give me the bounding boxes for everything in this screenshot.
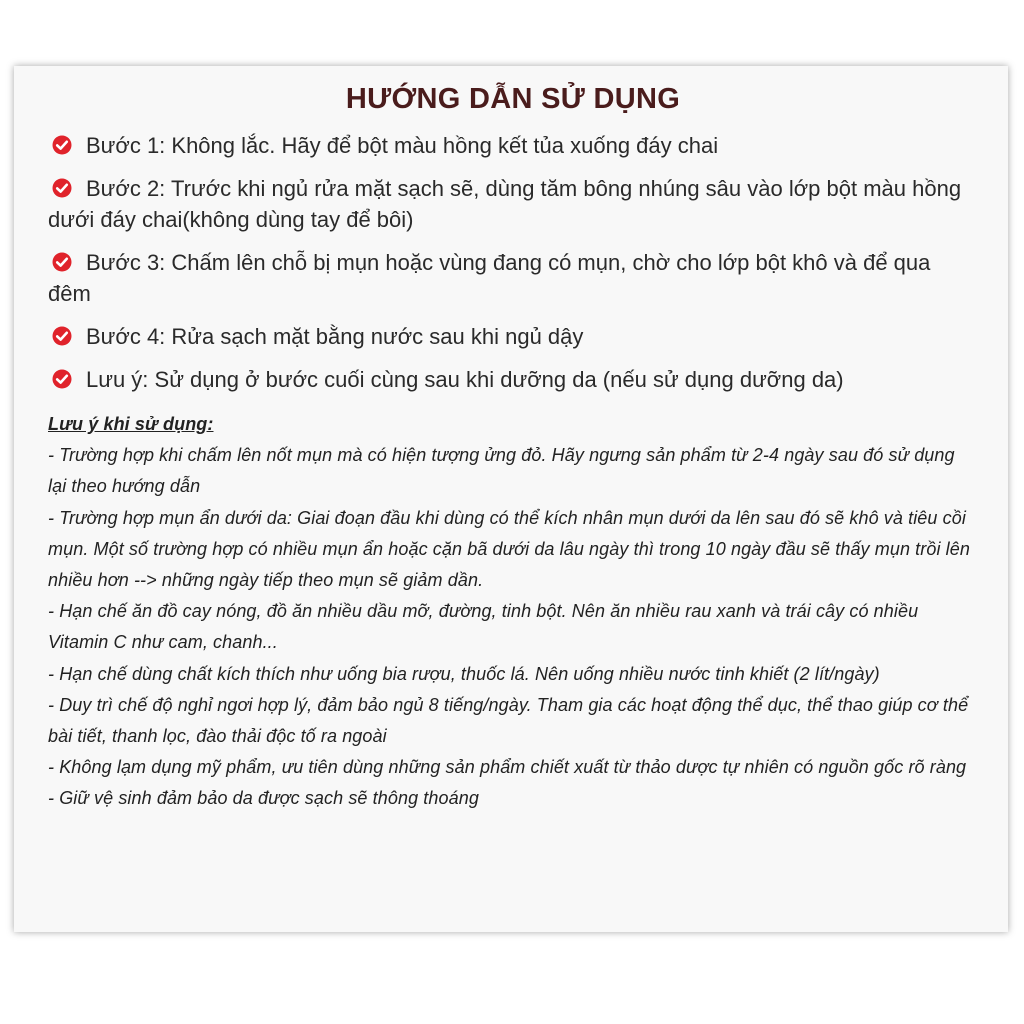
step-item [48, 321, 978, 352]
note-item: - Trường hợp mụn ẩn dưới da: Giai đoạn đầu khi dùng có thể kích nhân mụn dưới da lên sau đó sẽ khô và tiêu cồi mụn. Một số trường hợp có nhiều mụn ẩn hoặc cặn bã dưới da lâu ngày thì trong 10 ngày đầu sẽ thấy mụn trồi lên nhiều hơn --> những ngày tiếp theo mụn sẽ giảm dần. [48, 507, 971, 591]
step-item [48, 247, 978, 309]
note-item: - Giữ vệ sinh đảm bảo da được sạch sẽ thông thoáng [48, 788, 479, 809]
step-text: Bước 3: Chấm lên chỗ bị mụn hoặc vùng đang có mụn, chờ cho lớp bột khô và để qua đêm [48, 250, 931, 306]
note-item: - Không lạm dụng mỹ phẩm, ưu tiên dùng những sản phẩm chiết xuất từ thảo dược tự nhiên có nguồn gốc rõ ràng [48, 757, 967, 778]
note-item: - Duy trì chế độ nghỉ ngơi hợp lý, đảm bảo ngủ 8 tiếng/ngày. Tham gia các hoạt động thể dục, thể thao giúp cơ thể bài tiết, thanh lọc, đào thải độc tố ra ngoài [48, 694, 969, 747]
steps-list [48, 130, 978, 395]
step-text: Lưu ý: Sử dụng ở bước cuối cùng sau khi dưỡng da (nếu sử dụng dưỡng da) [86, 367, 844, 392]
step-item [48, 130, 978, 161]
usage-notes [48, 409, 978, 815]
check-circle-icon [52, 369, 72, 389]
step-item [48, 173, 978, 235]
step-text: Bước 2: Trước khi ngủ rửa mặt sạch sẽ, dùng tăm bông nhúng sâu vào lớp bột màu hồng dưới đáy chai(không dùng tay để bôi) [48, 176, 962, 232]
instructions-card [14, 66, 1008, 932]
check-circle-icon [52, 178, 72, 198]
check-circle-icon [52, 135, 72, 155]
step-text: Bước 1: Không lắc. Hãy để bột màu hồng kết tủa xuống đáy chai [86, 133, 719, 158]
note-item: - Hạn chế ăn đồ cay nóng, đồ ăn nhiều dầu mỡ, đường, tinh bột. Nên ăn nhiều rau xanh và trái cây có nhiều Vitamin C như cam, chanh... [48, 601, 919, 653]
check-circle-icon [52, 252, 72, 272]
page-title: HƯỚNG DẪN SỬ DỤNG [345, 83, 681, 115]
notes-title: Lưu ý khi sử dụng: [48, 414, 214, 434]
step-item [48, 364, 978, 395]
note-item: - Trường hợp khi chấm lên nốt mụn mà có hiện tượng ửng đỏ. Hãy ngưng sản phẩm từ 2-4 ngày sau đó sử dụng lại theo hướng dẫn [48, 445, 955, 497]
note-item: - Hạn chế dùng chất kích thích như uống bia rượu, thuốc lá. Nên uống nhiều nước tinh khiết (2 lít/ngày) [48, 663, 880, 684]
step-text: Bước 4: Rửa sạch mặt bằng nước sau khi ngủ dậy [86, 324, 584, 349]
check-circle-icon [52, 326, 72, 346]
